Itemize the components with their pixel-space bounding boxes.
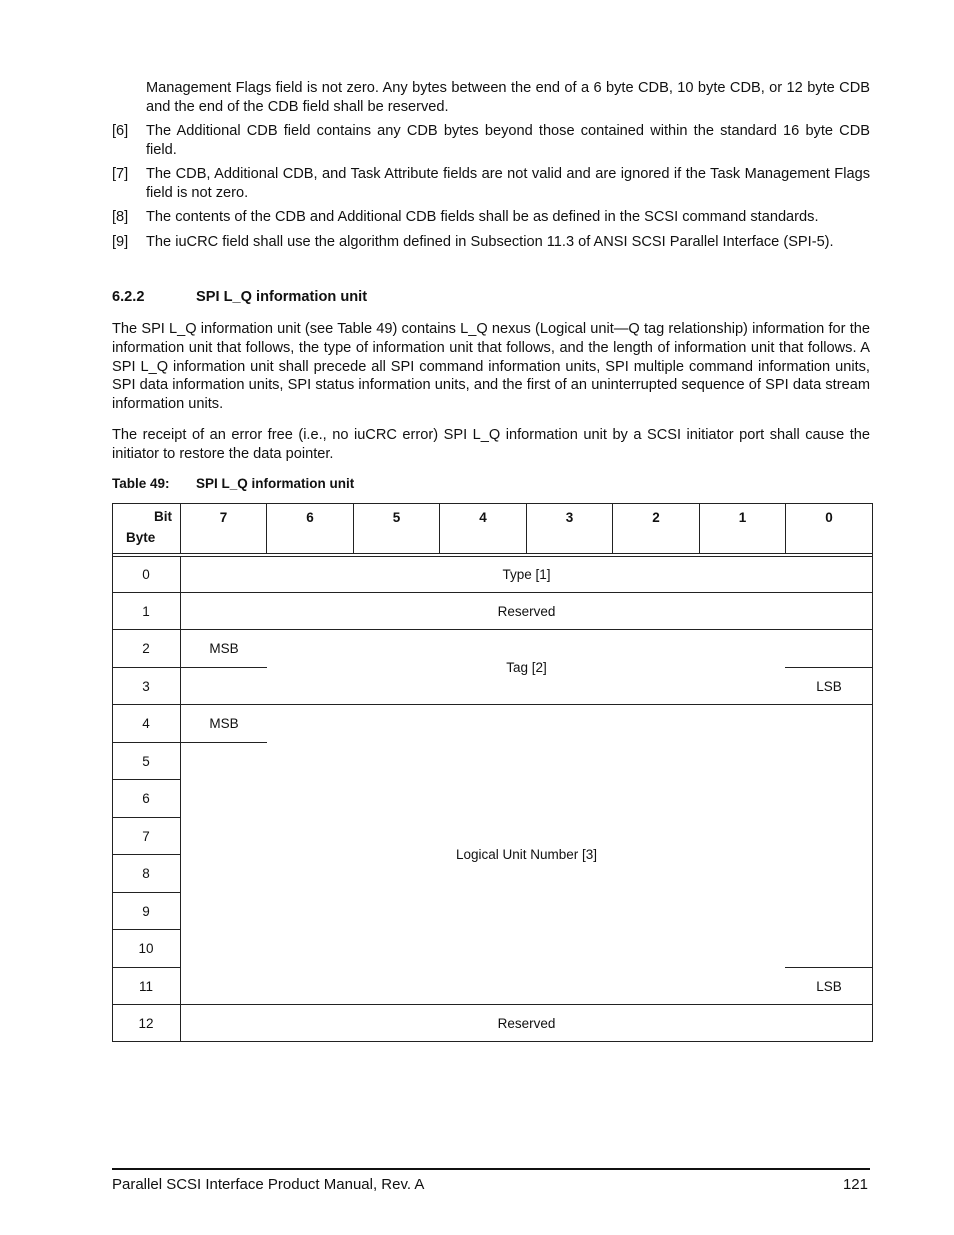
- byte-number: 1: [142, 603, 150, 619]
- lsb-label: LSB: [816, 978, 842, 994]
- byte-number: 12: [138, 1015, 154, 1031]
- note-continuation: [112, 79, 870, 116]
- header-bit-7: 7: [219, 509, 228, 525]
- note-item: [112, 122, 870, 159]
- table-number: Table 49:: [112, 476, 170, 491]
- note-item: [112, 233, 870, 252]
- note-number: [8]: [112, 209, 129, 225]
- note-number: [9]: [112, 233, 129, 250]
- spi-lq-table: [112, 503, 873, 1042]
- note-number: [6]: [112, 123, 129, 139]
- section-heading: [112, 289, 367, 305]
- body-paragraph: The SPI L_Q information unit (see Table 49) contains L_Q nexus (Logical unit—Q tag relationship) information for the information unit that follows, the type of information unit that follows, and the length of information unit that follows. A SPI L_Q information unit shall precede all SPI command information units, SPI multiple command information units, SPI data information units, SPI status information units, and the first of an uninterrupted sequence of SPI data stream information units.: [112, 321, 870, 413]
- msb-label: MSB: [209, 641, 239, 656]
- lsb-label: LSB: [816, 678, 842, 694]
- note-item: [112, 208, 870, 227]
- note-text: Management Flags field is not zero. Any bytes between the end of a 6 byte CDB, 10 byte CDB, or 12 byte CDB and the end of the CDB field shall be reserved.: [146, 80, 870, 115]
- page-number: 121: [842, 1176, 868, 1193]
- header-bit-6: 6: [306, 509, 314, 525]
- note-text: The Additional CDB field contains any CDB bytes beyond those contained within the standard 16 byte CDB field.: [146, 123, 870, 158]
- section-title: SPI L_Q information unit: [196, 289, 368, 305]
- footer-title: Parallel SCSI Interface Product Manual, Rev. A: [112, 1176, 425, 1193]
- note-text: The contents of the CDB and Additional CDB fields shall be as defined in the SCSI command standards.: [146, 209, 819, 225]
- byte-number: 6: [142, 791, 150, 806]
- note-text: The CDB, Additional CDB, and Task Attribute fields are not valid and are ignored if the Task Management Flags field is not zero.: [146, 166, 870, 201]
- byte-number: 10: [138, 941, 154, 956]
- byte-number: 2: [142, 641, 150, 656]
- reserved-field: Reserved: [497, 603, 556, 619]
- table-title: SPI L_Q information unit: [196, 476, 355, 491]
- byte-number: 7: [142, 828, 150, 844]
- byte-number: 9: [142, 903, 150, 919]
- logical-unit-number-field: Logical Unit Number [3]: [455, 847, 598, 862]
- msb-label: MSB: [209, 716, 239, 731]
- byte-number: 0: [142, 567, 150, 582]
- byte-number: 5: [142, 753, 150, 769]
- byte-number: 3: [142, 678, 150, 694]
- footer-divider: [112, 1168, 870, 1170]
- header-bit-3: 3: [565, 509, 574, 525]
- note-item: [112, 165, 870, 202]
- tag-field: Tag [2]: [506, 659, 547, 675]
- table-caption: [112, 476, 354, 491]
- header-bit-2: 2: [652, 509, 660, 525]
- note-number: [7]: [112, 166, 129, 182]
- header-bit-label: Bit: [154, 508, 172, 524]
- notes-list: [112, 79, 870, 257]
- type-field: Type [1]: [502, 567, 551, 582]
- header-bit-4: 4: [479, 509, 487, 525]
- reserved-field: Reserved: [497, 1015, 556, 1031]
- header-bit-1: 1: [738, 509, 747, 525]
- byte-number: 11: [138, 978, 153, 994]
- byte-number: 8: [142, 866, 150, 881]
- header-bit-5: 5: [392, 509, 401, 525]
- byte-number: 4: [142, 716, 150, 731]
- section-number: 6.2.2: [112, 289, 145, 305]
- note-text: The iuCRC field shall use the algorithm defined in Subsection 11.3 of ANSI SCSI Parallel Interface (SPI-5).: [146, 233, 834, 250]
- header-byte-label: Byte: [126, 529, 156, 545]
- body-paragraph: The receipt of an error free (i.e., no iuCRC error) SPI L_Q information unit by a SCSI initiator port shall cause the initiator to restore the data pointer.: [112, 427, 870, 462]
- header-bit-0: 0: [825, 509, 833, 525]
